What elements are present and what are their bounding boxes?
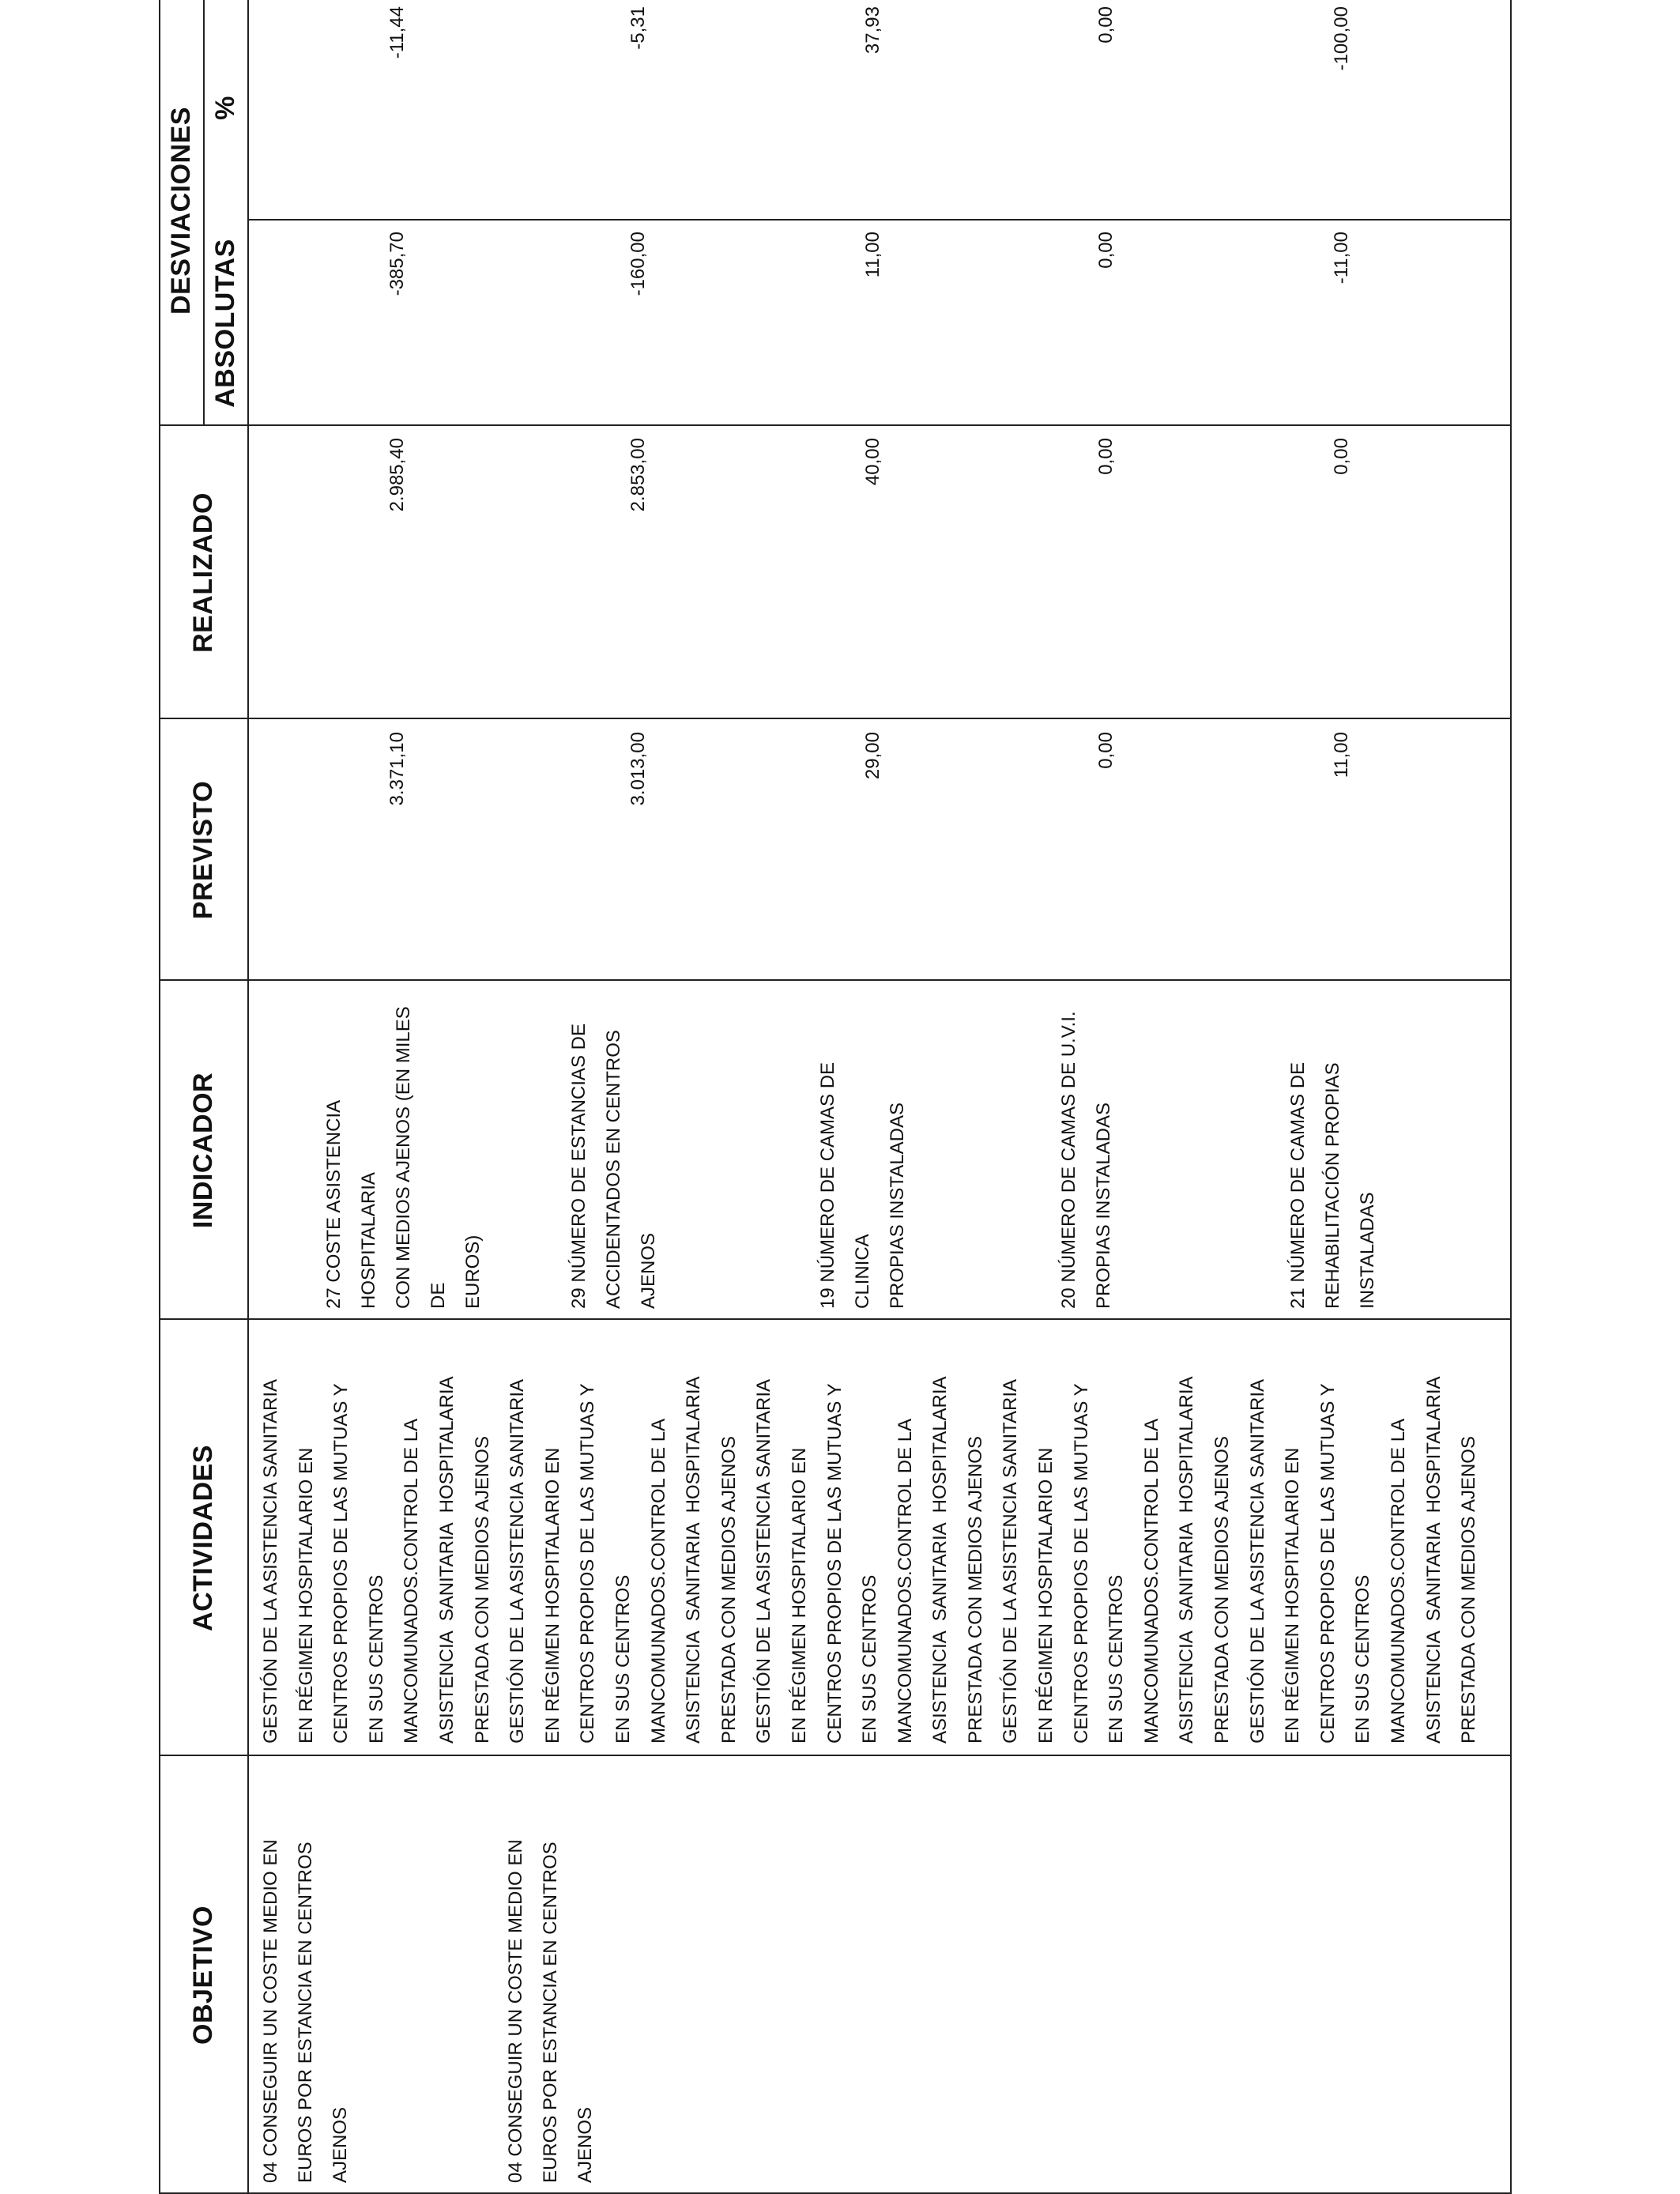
indicador-line: 20 NÚMERO DE CAMAS DE U.V.I. — [1058, 1011, 1079, 1309]
objetivo-line: AJENOS — [574, 2106, 596, 2183]
actividad-line: PRESTADA CON MEDIOS AJENOS — [718, 1436, 740, 1744]
col-divider — [247, 219, 1512, 221]
header-absolutas: ABSOLUTAS — [209, 239, 240, 408]
realizado-value: 0,00 — [1331, 438, 1352, 475]
absolutas-value: 11,00 — [862, 232, 883, 278]
absolutas-value: -11,00 — [1331, 232, 1352, 285]
actividad-line: EN SUS CENTROS — [1352, 1574, 1374, 1744]
indicador-29 — [562, 985, 666, 1309]
actividades-text — [254, 1325, 1487, 1744]
indicador-line: REHABILITACIÓN PROPIAS INSTALADAS — [1322, 1062, 1378, 1309]
actividad-line: ASISTENCIA SANITARIA HOSPITALARIA — [1176, 1376, 1198, 1744]
porcentaje-value: -100,00 — [1331, 6, 1352, 71]
header-indicador: INDICADOR — [187, 1072, 218, 1229]
actividad-line: MANCOMUNADOS.CONTROL DE LA — [1388, 1418, 1409, 1744]
actividad-line: EN SUS CENTROS — [365, 1574, 387, 1744]
col-divider — [159, 979, 1512, 981]
col-divider — [159, 1318, 1512, 1320]
actividad-line: EN SUS CENTROS — [1106, 1574, 1128, 1744]
absolutas-value: -385,70 — [386, 232, 408, 296]
indicador-line: EUROS) — [462, 1235, 484, 1309]
realizado-value: 2.985,40 — [386, 438, 408, 512]
realizado-value: 40,00 — [862, 438, 883, 486]
actividad-line: GESTIÓN DE LA ASISTENCIA SANITARIA — [753, 1378, 775, 1744]
col-divider — [159, 1755, 1512, 1756]
actividad-line: MANCOMUNADOS.CONTROL DE LA — [1140, 1418, 1162, 1744]
objetivo-line: AJENOS — [330, 2106, 351, 2183]
actividad-line: MANCOMUNADOS.CONTROL DE LA — [401, 1418, 423, 1744]
porcentaje-value: -5,31 — [627, 6, 649, 50]
absolutas-value: -160,00 — [627, 232, 649, 296]
actividad-line: CENTROS PROPIOS DE LAS MUTUAS Y — [823, 1383, 846, 1744]
actividad-line: CENTROS PROPIOS DE LAS MUTUAS Y — [577, 1383, 599, 1744]
absolutas-value: 0,00 — [1095, 232, 1117, 269]
indicador-line: CON MEDIOS AJENOS (EN MILES DE — [393, 1006, 449, 1309]
objetivo-2 — [499, 1764, 603, 2183]
porcentaje-value: 37,93 — [862, 6, 883, 55]
actividad-line: EN SUS CENTROS — [859, 1574, 881, 1744]
objetivo-line: EUROS POR ESTANCIA EN CENTROS — [540, 1842, 561, 2183]
indicador-line: 21 NÚMERO DE CAMAS DE — [1287, 1061, 1309, 1309]
realizado-value: 2.853,00 — [627, 438, 649, 512]
objetivo-line: EUROS POR ESTANCIA EN CENTROS — [295, 1842, 316, 2183]
indicador-27 — [317, 985, 491, 1309]
rotated-table — [159, 0, 1512, 2194]
header-realizado: REALIZADO — [187, 492, 218, 653]
actividad-line: GESTIÓN DE LA ASISTENCIA SANITARIA — [507, 1378, 529, 1744]
objetivo-line: 04 CONSEGUIR UN COSTE MEDIO EN — [260, 1839, 281, 2183]
indicador-20 — [1052, 985, 1121, 1309]
header-previsto: PREVISTO — [187, 780, 218, 920]
header-desviaciones: DESVIACIONES — [165, 107, 196, 315]
actividad-line: EN RÉGIMEN HOSPITALARIO EN — [541, 1447, 563, 1744]
realizado-value: 0,00 — [1095, 438, 1117, 475]
actividad-line: GESTIÓN DE LA ASISTENCIA SANITARIA — [1000, 1378, 1022, 1744]
previsto-value: 29,00 — [862, 732, 883, 780]
previsto-value: 0,00 — [1095, 732, 1117, 769]
actividad-line: PRESTADA CON MEDIOS AJENOS — [471, 1436, 493, 1744]
porcentaje-value: -11,44 — [386, 6, 408, 59]
indicador-line: 29 NÚMERO DE ESTANCIAS DE — [568, 1023, 590, 1309]
indicador-line: 27 COSTE ASISTENCIA HOSPITALARIA — [323, 1101, 379, 1309]
header-divider — [247, 0, 249, 2194]
porcentaje-value: 0,00 — [1095, 6, 1117, 43]
actividad-line: ASISTENCIA SANITARIA HOSPITALARIA — [1422, 1376, 1445, 1744]
indicador-line: PROPIAS INSTALADAS — [1093, 1103, 1114, 1309]
actividad-line: PRESTADA CON MEDIOS AJENOS — [1458, 1436, 1480, 1744]
col-divider — [159, 718, 1512, 719]
actividad-line: ASISTENCIA SANITARIA HOSPITALARIA — [683, 1376, 705, 1744]
indicador-line: 19 NÚMERO DE CAMAS DE CLINICA — [817, 1061, 873, 1309]
actividad-line: CENTROS PROPIOS DE LAS MUTUAS Y — [1317, 1383, 1339, 1744]
previsto-value: 11,00 — [1331, 732, 1352, 778]
actividad-line: ASISTENCIA SANITARIA HOSPITALARIA — [929, 1376, 951, 1744]
indicador-19 — [811, 985, 915, 1309]
header-actividades: ACTIVIDADES — [187, 1445, 218, 1631]
indicador-line: PROPIAS INSTALADAS — [887, 1103, 908, 1309]
actividad-line: MANCOMUNADOS.CONTROL DE LA — [894, 1418, 916, 1744]
actividad-line: EN RÉGIMEN HOSPITALARIO EN — [788, 1447, 810, 1744]
actividad-line: EN RÉGIMEN HOSPITALARIO EN — [1282, 1447, 1304, 1744]
actividad-line: MANCOMUNADOS.CONTROL DE LA — [647, 1418, 669, 1744]
actividad-line: EN RÉGIMEN HOSPITALARIO EN — [1035, 1447, 1057, 1744]
previsto-value: 3.371,10 — [386, 732, 408, 806]
actividad-line: GESTIÓN DE LA ASISTENCIA SANITARIA — [260, 1378, 281, 1744]
previsto-value: 3.013,00 — [627, 732, 649, 806]
header-objetivo: OBJETIVO — [187, 1906, 218, 2045]
actividad-line: GESTIÓN DE LA ASISTENCIA SANITARIA — [1246, 1378, 1268, 1744]
objetivo-1 — [254, 1764, 358, 2183]
objetivo-line: 04 CONSEGUIR UN COSTE MEDIO EN — [505, 1839, 526, 2183]
actividad-line: EN SUS CENTROS — [612, 1574, 634, 1744]
actividad-line: PRESTADA CON MEDIOS AJENOS — [1211, 1436, 1234, 1744]
actividad-line: CENTROS PROPIOS DE LAS MUTUAS Y — [1070, 1383, 1092, 1744]
header-porcentaje: % — [209, 96, 240, 120]
actividad-line: CENTROS PROPIOS DE LAS MUTUAS Y — [330, 1383, 352, 1744]
col-divider — [159, 424, 1512, 426]
actividad-line: EN RÉGIMEN HOSPITALARIO EN — [295, 1447, 317, 1744]
actividad-line: ASISTENCIA SANITARIA HOSPITALARIA — [435, 1376, 458, 1744]
indicador-21 — [1281, 985, 1385, 1309]
actividad-line: PRESTADA CON MEDIOS AJENOS — [964, 1436, 986, 1744]
indicador-line: ACCIDENTADOS EN CENTROS AJENOS — [603, 1030, 659, 1309]
